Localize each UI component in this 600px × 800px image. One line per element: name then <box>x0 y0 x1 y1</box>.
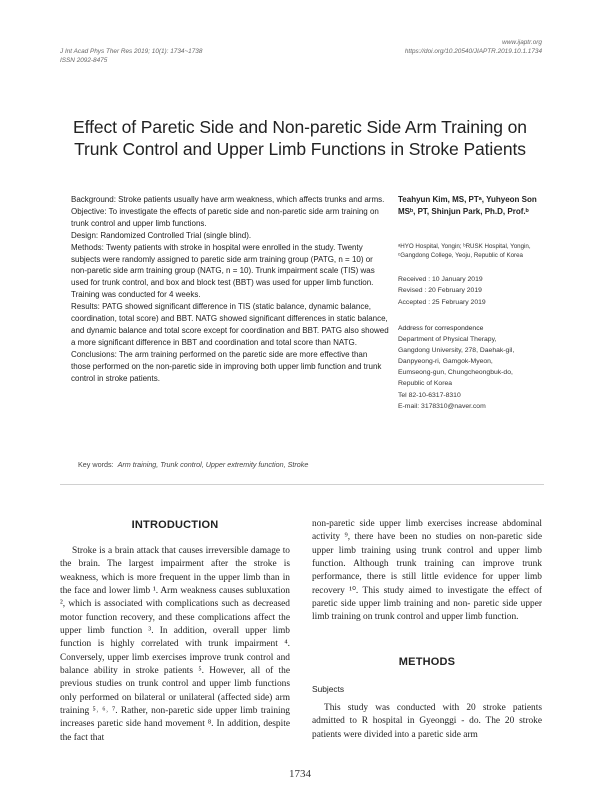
page-number: 1734 <box>289 768 311 780</box>
correspondence-phone: Tel 82-10-6317-8310 <box>398 391 461 399</box>
correspondence-line: Department of Physical Therapy, <box>398 335 497 343</box>
journal-info: J Int Acad Phys Ther Res 2019; 10(1): 1734~1738 <box>60 48 203 55</box>
methods-column <box>312 702 542 742</box>
abstract-design: Design: Randomized Controlled Trial (single blind). <box>71 230 252 240</box>
abstract-results: Results: PATG showed significant difference in TIS (static balance, dynamic balance, coordination, total score) and BBT. NATG showed significant differences in static balance, and dynamic balance and total score except for coordination and BBT. PATG also showed a more significant difference in BBT and coordination and total score than NATG. <box>71 302 389 347</box>
author-affiliation: ᵃHYO Hospital, Yongin; ᵇRUSK Hospital, Yongin, ᶜGangdong College, Yeoju, Republic of Korea <box>398 242 531 259</box>
correspondence-line: Gangdong University, 278, Daehak-gil, <box>398 346 515 354</box>
subjects-heading: Subjects <box>312 684 345 694</box>
methods-paragraph: This study was conducted with 20 stroke patients admitted to R hospital in Gyeonggi - do. The 20 stroke patients were divided into a paretic side arm <box>312 703 542 740</box>
correspondence-heading: Address for correspondence <box>398 324 484 332</box>
correspondence-line: Republic of Korea <box>398 380 453 388</box>
correspondence-address <box>398 334 548 412</box>
methods-heading: METHODS <box>398 656 456 668</box>
introduction-column-right <box>312 518 542 625</box>
doi-link[interactable]: https://doi.org/10.20540/JIAPTR.2019.10.1.1734 <box>404 48 542 55</box>
journal-url[interactable]: www.ijaptr.org <box>502 39 542 46</box>
correspondence-line: Eumseong-gun, Chungcheongbuk-do, <box>398 369 513 377</box>
keywords-value: Arm training, Trunk control, Upper extremity function, Stroke <box>117 460 309 469</box>
revised-date: Revised : 20 February 2019 <box>398 287 482 295</box>
author-names: Teahyun Kim, MS, PTᵃ, Yuhyeon Son MSᵇ, PT, Shinjun Park, Ph.D, Prof.ᵇ <box>398 195 537 216</box>
abstract <box>71 194 389 385</box>
journal-citation <box>60 47 202 65</box>
abstract-conclusions: Conclusions: The arm training performed on the paretic side are more effective than those performed on the non-paretic side in improving both upper limb function and trunk control in stroke patients. <box>71 349 382 383</box>
keywords-label: Key words: <box>78 460 114 469</box>
introduction-paragraph-continued: non-paretic side upper limb exercises increase abdominal activity ⁹, there have been no studies on non-paretic side upper limb training using trunk control and upper limb function. Although trunk training can improve trunk performance, there is still little evidence for upper limb recovery ¹⁰. This study aimed to investigate the effect of paretic side upper limb training and non- paretic side upper limb training on trunk control and upper limb function. <box>312 519 542 623</box>
correspondence-email[interactable]: E-mail: 3178310@naver.com <box>398 402 486 410</box>
introduction-paragraph: Stroke is a brain attack that causes irreversible damage to the brain. The largest impairment after the stroke is weakness, which is more frequent in the upper limb than in the face and lower limb ¹. Arm weakness causes subluxation ², which is associated with complications such as decreased motor function recovery, and these complications affect the upper limb function ³. In addition, overall upper limb function is highly correlated with trunk impairment ⁴. Conversely, upper limb exercises improve trunk control and balance ability in stroke patients ⁵. However, all of the previous studies on trunk control and upper limb functions only performed on bilateral or unilateral (affected side) arm training ⁵˒ ⁶˒ ⁷. Rather, non-paretic side upper limb training increases paretic side hand movement ⁸. In addition, despite the fact that <box>60 546 290 743</box>
keywords <box>78 460 548 469</box>
article-title <box>60 116 540 160</box>
correspondence-line: Danpyeong-ri, Gamgok-Myeon, <box>398 358 493 365</box>
title-line-2: Trunk Control and Upper Limb Functions in Stroke Patients <box>74 139 526 159</box>
abstract-methods: Methods: Twenty patients with stroke in hospital were enrolled in the study. Twenty subjects were randomly assigned to paretic side arm training group (PATG, n = 10) or non-paretic side arm training group (NATG, n = 10). Trunk impairment scale (TIS) was used for trunk control, and box and block test (BBT) was used for upper limb function. Training was conducted for 4 weeks. <box>71 242 375 300</box>
received-date: Received : 10 January 2019 <box>398 275 483 283</box>
author-panel <box>398 194 548 412</box>
issn: ISSN 2092-8475 <box>60 57 108 64</box>
accepted-date: Accepted : 25 February 2019 <box>398 299 486 306</box>
introduction-column-left <box>60 545 290 745</box>
introduction-heading: INTRODUCTION <box>131 519 219 531</box>
abstract-objective: Objective: To investigate the effects of paretic side and non-paretic side arm training on trunk control and upper limb functions. <box>71 206 379 228</box>
journal-links <box>405 38 542 56</box>
article-dates <box>398 274 548 309</box>
abstract-background: Background: Stroke patients usually have arm weakness, which affects trunks and arms. <box>71 195 385 204</box>
section-divider <box>60 484 544 485</box>
title-line-1: Effect of Paretic Side and Non-paretic Side Arm Training on <box>73 117 527 137</box>
